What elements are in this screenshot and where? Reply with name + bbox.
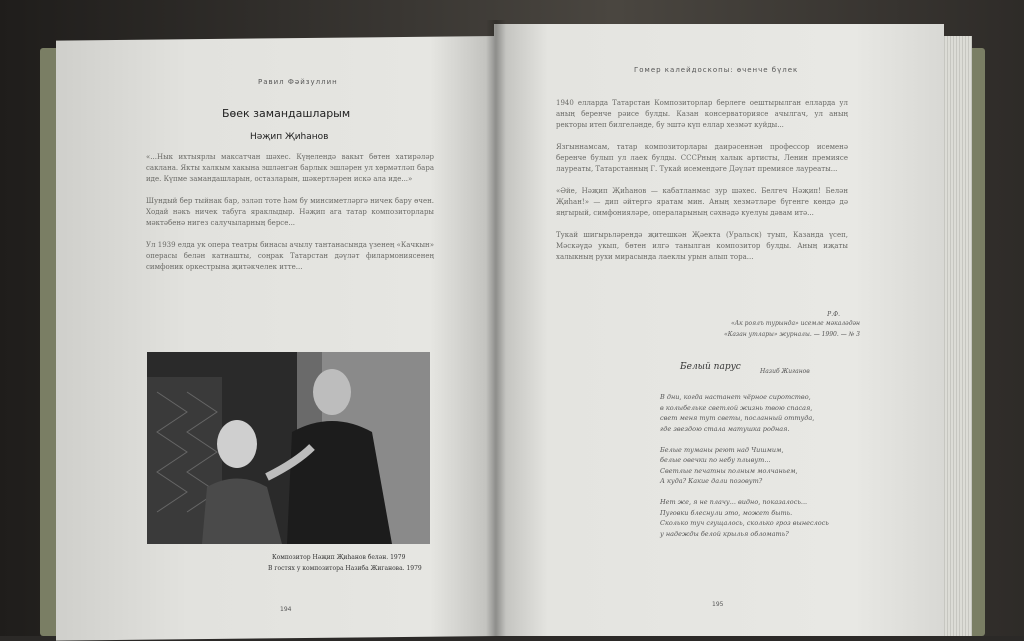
- chapter-title: Бөек замандашларым: [222, 107, 351, 120]
- left-body-text: «...Нык ихтыярлы максатчан шәхес. Күңелендә вакыт бөтен хатирәләр саклана. Якты халкым хакына эшләнгән барлык эшләрен ул хөрмәтләп бара иде. Күпме замандашларын, остазларын, шәкертләрен искә ала иде...» Шундый бер тыйнак бар, эзләп тоте һәм бу минсиметләргә ничек бару өчен. Ходай нәкъ ничек табуга яраклыдыр. Нәҗип ага татар композиторлары мәктәбенә нигез салучыларның берсе... Ул 1939 елда ук опера театры бинасы ачылу тантанасында үзенең «Качкын» операсы белән катнашты, соңрак Татарстан дәүләт филармониясенең симфоник оркестрына җитәкчелек итте...: [146, 153, 434, 271]
- left-running-head: Равил Фәйзуллин: [258, 78, 338, 86]
- poem-text: В дни, когда настанет чёрное сиротство, в колыбельке светлой жизнь твою спасая, свет меня тут светы, посланный оттуда, где звездою стала матушка родная. Белые туманы реют над Чишмим, белые овечки по небу плывут... Светлые печатны полным молчаньем, А куда? Какие дали позовут? Нет же, я не плачу... видно, показалось... Пуговки блеснули это, может быть. Сколько туч сгущалось, сколько гроз вынеслось у надежды белой крылья обломать?: [660, 393, 829, 538]
- section-title: Нәҗип Җиһанов: [250, 132, 329, 142]
- photo-caption-tatar: Композитор Нәҗип Җиһанов белән. 1979: [272, 554, 406, 561]
- right-running-head: Гомер калейдоскопы: өченче бүлек: [634, 66, 799, 74]
- poem-title: Белый парус: [680, 362, 741, 372]
- archival-photo: [147, 352, 430, 544]
- right-page-number: 195: [712, 601, 724, 608]
- attribution-initials: Р.Ф.: [827, 311, 840, 318]
- right-body-text: 1940 елларда Татарстан Композиторлар берлеге оештырылган елларда ул аның беренче рәисе булды. Казан консерваториясе ачылгач, ул аның ректоры итеп билгеләнде, бу эштә күп еллар хезмәт куйды... Язгыннамсам, татар композиторлары даирәсеннән профессор исеменә беренче булып ул лаек булды. СССРның халык артисты, Ленин премиясе лауреаты, Татарстанның Г. Тукай исемендәге Дәүләт премиясе лауреаты... «Әйе, Нәҗип Җиһанов — кабатланмас зур шәхес. Белгеч Нәҗип! Белән Җиһан!» — дип әйтергә яратам мин. Аның хезмәтләре бүгенге көндә дә яңгырый, симфонияләре, операларының сәхнәдә куелуы дәвам итә... Тукай шигырьләрендә җитешкән Җәекта (Уральск) туып, Казанда үсеп, Мәскәүдә укып, бөтен илгә танылган композитор булды. Аның иҗаты халыкның рухи мирасында лаеклы урын алып тора...: [556, 99, 848, 261]
- left-page-number: 194: [280, 606, 292, 613]
- spine-shadow: [486, 20, 506, 636]
- photo-image: [147, 352, 430, 544]
- attribution-source-1: «Ак роялъ турында» исемле мәкаләдән: [730, 320, 860, 327]
- poem-author: Назиб Жиганов: [760, 368, 810, 375]
- photo-caption-russian: В гостях у композитора Назиба Жиганова. 1979: [268, 565, 422, 572]
- attribution-source-2: «Казан утлары» журналы. — 1990. — № 3: [724, 331, 860, 338]
